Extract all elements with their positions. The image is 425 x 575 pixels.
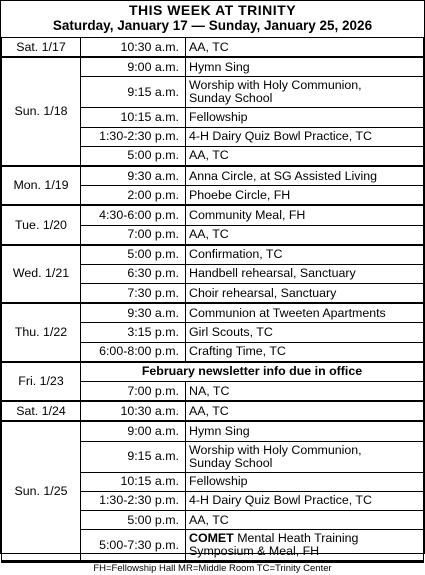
event-description — [186, 225, 424, 245]
table-row — [2, 303, 424, 323]
day-label: Thu. 1/22 — [2, 303, 81, 362]
event-description — [186, 108, 424, 127]
event-line — [189, 425, 420, 438]
day-label: Sat. 1/24 — [2, 401, 81, 421]
event-line — [189, 385, 420, 398]
event-time: 9:30 a.m. — [81, 303, 186, 323]
event-line — [189, 514, 420, 527]
event-time: 9:00 a.m. — [81, 421, 186, 441]
table-row — [2, 38, 424, 58]
event-description — [186, 401, 424, 421]
event-time: 7:00 p.m. — [81, 225, 186, 245]
page-title: THIS WEEK AT TRINITY — [128, 2, 297, 18]
event-time: 7:00 p.m. — [81, 382, 186, 402]
event-time: 9:00 a.m. — [81, 57, 186, 77]
day-label: Mon. 1/19 — [2, 166, 81, 205]
event-description — [186, 245, 424, 265]
table-row — [2, 401, 424, 421]
event-description — [186, 421, 424, 441]
schedule-table — [1, 37, 424, 561]
table-row — [2, 362, 424, 382]
event-text: AA, TC — [189, 227, 229, 242]
event-line — [189, 494, 420, 507]
event-time: 5:00-7:30 p.m. — [81, 530, 186, 561]
event-time: 2:00 p.m. — [81, 186, 186, 206]
event-text: Worship with Holy Communion, — [189, 78, 362, 93]
day-label: Fri. 1/23 — [2, 362, 81, 401]
table-row — [2, 57, 424, 77]
event-text: Choir rehearsal, Sanctuary — [189, 285, 337, 300]
event-time: 9:15 a.m. — [81, 77, 186, 108]
day-label: Tue. 1/20 — [2, 205, 81, 244]
event-description — [186, 323, 424, 342]
event-text-continued: Sunday School — [189, 91, 273, 106]
event-time: 7:30 p.m. — [81, 284, 186, 304]
event-line — [189, 130, 420, 143]
event-text: Communion at Tweeten Apartments — [189, 305, 386, 320]
event-time: 4:30-6:00 p.m. — [81, 205, 186, 225]
event-time: 10:15 a.m. — [81, 472, 186, 491]
event-text: Handbell rehearsal, Sanctuary — [189, 266, 356, 281]
day-label: Wed. 1/21 — [2, 245, 81, 304]
event-text: Girl Scouts, TC — [189, 325, 273, 340]
event-text-continued: Sunday School — [189, 455, 273, 470]
day-label: Sat. 1/17 — [2, 38, 81, 58]
event-description — [186, 342, 424, 362]
event-description — [186, 530, 424, 561]
table-row — [2, 205, 424, 225]
event-line — [189, 267, 420, 280]
event-line — [189, 170, 420, 183]
event-line — [189, 248, 420, 261]
day-label: Sun. 1/18 — [2, 57, 81, 166]
event-line — [189, 405, 420, 418]
event-text: Fellowship — [189, 474, 248, 489]
event-time: 1:30-2:30 p.m. — [81, 491, 186, 510]
event-description — [186, 382, 424, 402]
event-time: 10:30 a.m. — [81, 38, 186, 58]
table-row — [2, 166, 424, 186]
event-line — [189, 61, 420, 74]
event-description — [186, 38, 424, 58]
event-text-continued: Symposium & Meal, FH — [189, 544, 320, 559]
event-line — [189, 149, 420, 162]
event-text: NA, TC — [189, 383, 230, 398]
event-time: 9:30 a.m. — [81, 166, 186, 186]
event-time: 10:30 a.m. — [81, 401, 186, 421]
event-time: 1:30-2:30 p.m. — [81, 127, 186, 146]
event-text: Community Meal, FH — [189, 207, 306, 222]
event-time: 6:30 p.m. — [81, 264, 186, 283]
event-description — [186, 166, 424, 186]
event-description — [186, 441, 424, 472]
event-text: Anna Circle, at SG Assisted Living — [189, 168, 378, 183]
event-description — [186, 303, 424, 323]
event-text: AA, TC — [189, 403, 229, 418]
event-time: 10:15 a.m. — [81, 108, 186, 127]
event-description — [186, 127, 424, 146]
event-text: Worship with Holy Communion, — [189, 442, 362, 457]
event-line — [189, 326, 420, 339]
event-line — [189, 209, 420, 222]
event-description — [186, 205, 424, 225]
event-time: 5:00 p.m. — [81, 510, 186, 529]
event-time: 6:00-8:00 p.m. — [81, 342, 186, 362]
event-line — [189, 345, 420, 358]
event-description — [186, 510, 424, 529]
event-text: AA, TC — [189, 512, 229, 527]
date-range: Saturday, January 17 — Sunday, January 25, 2026 — [52, 18, 373, 33]
event-text: Hymn Sing — [189, 59, 250, 74]
event-text: Confirmation, TC — [189, 247, 283, 262]
event-text: Hymn Sing — [189, 423, 250, 438]
schedule-header — [1, 1, 424, 37]
event-emphasis: COMET — [189, 531, 234, 546]
event-description — [186, 77, 424, 108]
day-label: Sun. 1/25 — [2, 421, 81, 560]
table-row — [2, 245, 424, 265]
event-text: AA, TC — [189, 39, 229, 54]
event-description — [186, 491, 424, 510]
event-line — [189, 41, 420, 54]
day-notice: February newsletter info due in office — [81, 362, 424, 382]
legend-footer: FH=Fellowship Hall MR=Middle Room TC=Trinity Center — [1, 561, 424, 575]
event-time: 5:00 p.m. — [81, 245, 186, 265]
event-text: Phoebe Circle, FH — [189, 187, 291, 202]
event-line — [189, 189, 420, 202]
event-line — [189, 287, 420, 300]
event-text: 4-H Dairy Quiz Bowl Practice, TC — [189, 493, 372, 508]
event-line — [189, 111, 420, 124]
event-description — [186, 264, 424, 283]
event-line — [189, 228, 420, 241]
event-time: 3:15 p.m. — [81, 323, 186, 342]
event-text: Mental Heath Training — [233, 531, 359, 546]
event-time: 9:15 a.m. — [81, 441, 186, 472]
event-text: 4-H Dairy Quiz Bowl Practice, TC — [189, 129, 372, 144]
event-text: AA, TC — [189, 148, 229, 163]
event-line — [189, 475, 420, 488]
event-description — [186, 57, 424, 77]
event-line — [189, 444, 420, 457]
event-description — [186, 284, 424, 304]
event-line — [189, 307, 420, 320]
event-description — [186, 186, 424, 206]
event-description — [186, 146, 424, 166]
event-text: Crafting Time, TC — [189, 344, 286, 359]
event-description — [186, 472, 424, 491]
table-row — [2, 421, 424, 441]
event-time: 5:00 p.m. — [81, 146, 186, 166]
event-text: Fellowship — [189, 109, 248, 124]
